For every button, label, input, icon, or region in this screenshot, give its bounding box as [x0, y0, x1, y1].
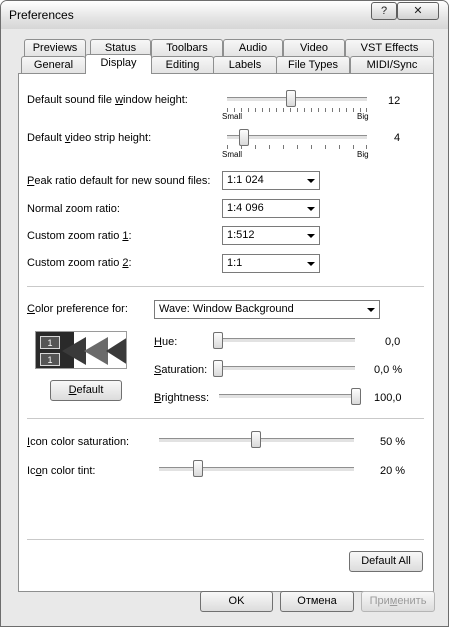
- normal-zoom-combo[interactable]: [222, 199, 320, 218]
- default-all-button[interactable]: Default All: [349, 551, 423, 572]
- color-pref-value: Wave: Window Background: [159, 303, 294, 315]
- hue-label: Hue:: [154, 336, 178, 348]
- tab-midi-sync[interactable]: MIDI/Sync: [350, 56, 434, 74]
- tab-general[interactable]: General: [21, 56, 86, 74]
- custom-zoom-1-value: 1:512: [227, 229, 255, 241]
- chevron-down-icon: [307, 179, 315, 183]
- tab-display[interactable]: Display: [85, 54, 152, 74]
- chevron-down-icon: [307, 262, 315, 266]
- sound-height-min-label: Small: [222, 112, 243, 121]
- tab-video[interactable]: Video: [283, 39, 345, 57]
- saturation-track: [215, 366, 355, 371]
- tab-toolbars[interactable]: Toolbars: [151, 39, 223, 57]
- video-height-thumb[interactable]: [239, 129, 249, 146]
- tab-file-types[interactable]: File Types: [276, 56, 350, 74]
- icon-tint-label: Icon color tint:: [27, 465, 96, 477]
- peak-ratio-value: 1:1 024: [227, 174, 264, 186]
- normal-zoom-value: 1:4 096: [227, 202, 264, 214]
- icon-saturation-value: 50 %: [380, 436, 406, 448]
- sound-height-thumb[interactable]: [286, 90, 296, 107]
- color-pref-combo[interactable]: [154, 300, 380, 319]
- cancel-button[interactable]: Отмена: [280, 591, 354, 612]
- separator: [27, 418, 424, 419]
- tab-editing[interactable]: Editing: [151, 56, 214, 74]
- icon-tint-track: [159, 467, 354, 472]
- saturation-thumb[interactable]: [213, 360, 223, 377]
- tab-audio[interactable]: Audio: [223, 39, 283, 57]
- custom-zoom-2-combo[interactable]: [222, 254, 320, 273]
- help-button[interactable]: ?: [371, 2, 397, 20]
- icon-saturation-thumb[interactable]: [251, 431, 261, 448]
- color-pref-label: Color preference for:: [27, 303, 128, 315]
- saturation-value: 0,0 %: [374, 364, 403, 376]
- separator: [27, 286, 424, 287]
- saturation-label: Saturation:: [154, 364, 208, 376]
- sound-height-track: [227, 97, 367, 102]
- video-height-ticks: [227, 145, 367, 149]
- brightness-thumb[interactable]: [351, 388, 361, 405]
- chevron-down-icon: [307, 234, 315, 238]
- hue-track: [215, 338, 355, 343]
- default-button[interactable]: Default: [50, 380, 122, 401]
- waveform-icon: [36, 332, 127, 369]
- window-title: Preferences: [9, 8, 74, 22]
- hue-value: 0,0: [385, 336, 401, 348]
- tab-status[interactable]: Status: [90, 39, 151, 57]
- sound-height-ticks: [227, 108, 367, 112]
- video-height-max-label: Big: [357, 150, 369, 159]
- icon-tint-thumb[interactable]: [193, 460, 203, 477]
- custom-zoom-2-label: Custom zoom ratio 2:: [27, 257, 132, 269]
- ok-button[interactable]: OK: [200, 591, 273, 612]
- chevron-down-icon: [367, 308, 375, 312]
- color-preview: [35, 331, 127, 369]
- sound-height-label: Default sound file window height:: [27, 94, 188, 106]
- custom-zoom-1-combo[interactable]: [222, 226, 320, 245]
- peak-ratio-combo[interactable]: [222, 171, 320, 190]
- sound-height-max-label: Big: [357, 112, 369, 121]
- close-button[interactable]: ✕: [397, 2, 439, 20]
- brightness-value: 100,0: [374, 392, 402, 404]
- display-panel: [18, 73, 434, 592]
- chevron-down-icon: [307, 207, 315, 211]
- separator: [27, 539, 424, 540]
- tab-vst-effects[interactable]: VST Effects: [345, 39, 434, 57]
- video-height-min-label: Small: [222, 150, 243, 159]
- custom-zoom-1-label: Custom zoom ratio 1:: [27, 230, 132, 242]
- peak-ratio-label: Peak ratio default for new sound files:: [27, 175, 211, 187]
- brightness-track: [219, 394, 359, 399]
- video-height-value: 4: [394, 132, 401, 144]
- hue-thumb[interactable]: [213, 332, 223, 349]
- tab-previews[interactable]: Previews: [24, 39, 86, 57]
- preview-marker-top: 1: [40, 336, 60, 349]
- video-height-label: Default video strip height:: [27, 132, 152, 144]
- icon-saturation-label: Icon color saturation:: [27, 436, 130, 448]
- icon-tint-value: 20 %: [380, 465, 406, 477]
- brightness-label: Brightness:: [154, 392, 210, 404]
- sound-height-value: 12: [388, 95, 401, 107]
- title-bar[interactable]: [1, 1, 448, 29]
- tab-labels[interactable]: Labels: [213, 56, 277, 74]
- normal-zoom-label: Normal zoom ratio:: [27, 203, 120, 215]
- preview-marker-bottom: 1: [40, 353, 60, 366]
- apply-button[interactable]: Применить: [361, 591, 435, 612]
- custom-zoom-2-value: 1:1: [227, 257, 243, 269]
